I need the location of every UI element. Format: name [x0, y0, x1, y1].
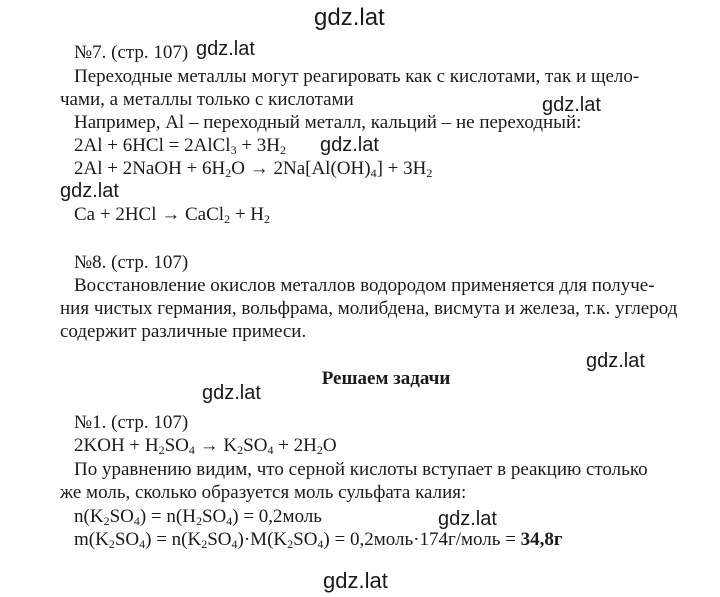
problem1-mass-line: $m(K_2SO_4) = n(K_2SO_4)\cdot M(K_2SO_4)$ = 0,2моль·174г/моль = 34,8г [74, 529, 563, 551]
watermark: gdz.lat [314, 4, 385, 31]
watermark: gdz.lat [202, 382, 261, 404]
task7-paragraph-line: Переходные металлы могут реагировать как с кислотами, так и щело- [74, 66, 640, 87]
problem1-moles-line: $n(K_2SO_4) = n(H_2SO_4)$ = 0,2моль [74, 506, 322, 528]
problem1-paragraph-line: же моль, сколько образуется моль сульфата калия: [60, 482, 467, 503]
task7-equation-1: 2Al + 6HCl = 2AlCl$_3$ + $3H_2$ [74, 135, 286, 157]
task7-equation-2: 2Al + 2NaOH + $6H_2O \to 2Na[Al(OH)_4] + 3H_2$ [74, 158, 433, 180]
watermark: gdz.lat [323, 568, 388, 593]
task7-equation-3: Ca + 2HCl → CaCl$_2$ + $H_2$ [74, 204, 270, 226]
task8-paragraph-line: ния чистых германия, вольфрама, молибдена, висмута и железа, т.к. углерод [60, 298, 678, 319]
watermark: gdz.lat [60, 180, 119, 202]
task8-paragraph-line: Восстановление окислов металлов водородом применяется для получе- [74, 275, 655, 296]
problem1-equation: $2KOH + H_2SO_4 \to K_2SO_4 + 2H_2O$ [74, 435, 337, 457]
watermark: gdz.lat [196, 38, 255, 60]
task8-heading: №8. (стр. 107) [74, 252, 189, 273]
watermark: gdz.lat [438, 508, 497, 530]
task7-paragraph-line: Например, Al – переходный металл, кальций – не переходный: [74, 112, 582, 133]
task7-paragraph-line: чами, а металлы только с кислотами [60, 89, 354, 110]
problem1-heading: №1. (стр. 107) [74, 412, 189, 433]
task7-heading: №7. (стр. 107) [74, 42, 189, 63]
watermark: gdz.lat [586, 350, 645, 372]
problem1-paragraph-line: По уравнению видим, что серной кислоты вступает в реакцию столько [74, 459, 648, 480]
watermark: gdz.lat [542, 94, 601, 116]
section-title: Решаем задачи [321, 368, 451, 389]
watermark: gdz.lat [320, 134, 379, 156]
problem1-result: 34,8г [520, 529, 563, 550]
task8-paragraph-line: содержит различные примеси. [60, 321, 307, 342]
